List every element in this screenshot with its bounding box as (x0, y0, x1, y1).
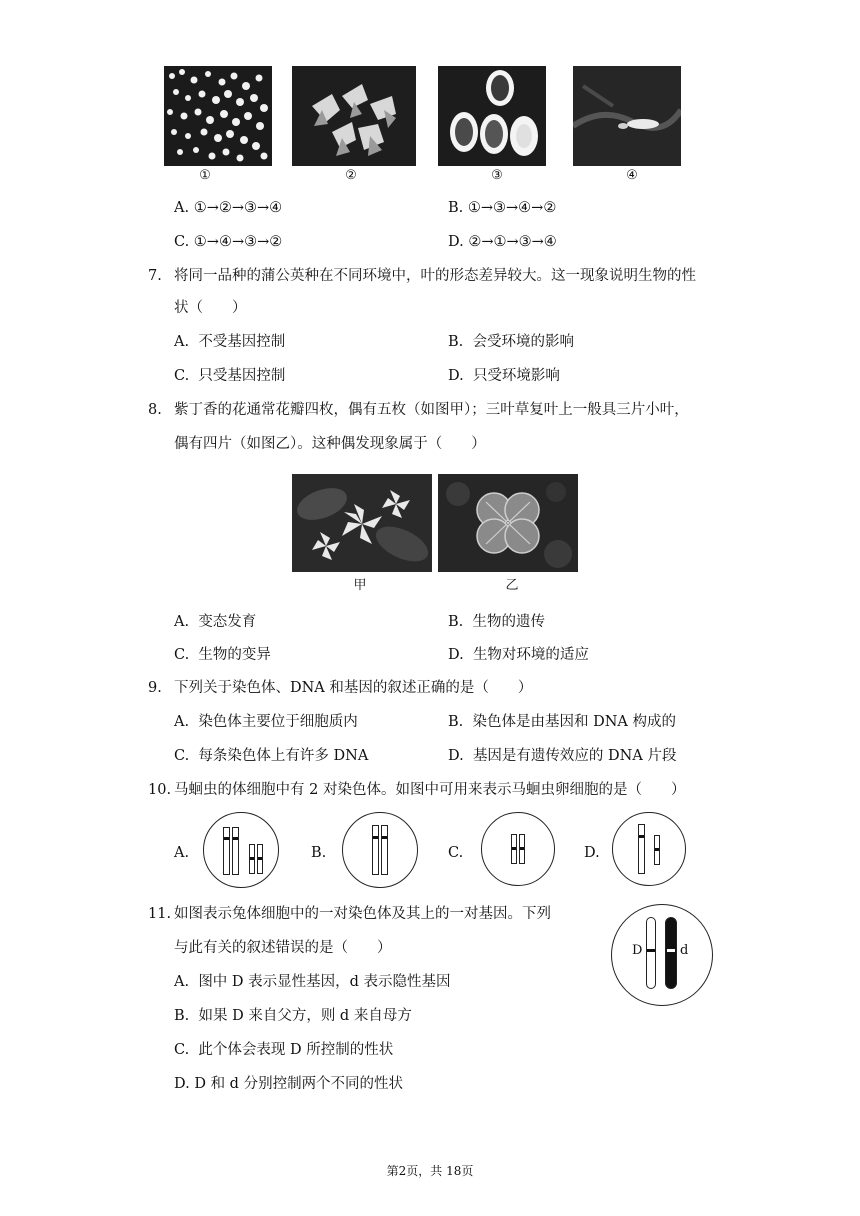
q7-option-c[interactable] (174, 366, 285, 386)
q10-cell-b[interactable] (342, 812, 418, 888)
option-letter: D. (448, 368, 464, 384)
q6-option-d[interactable] (448, 232, 557, 252)
q6-option-b[interactable] (448, 198, 556, 218)
option-text: ①→②→③→④ (193, 200, 283, 216)
option-letter: B. (448, 614, 464, 630)
q9-option-c[interactable] (174, 746, 368, 766)
option-text: 基因是有遗传效应的 DNA 片段 (472, 748, 677, 764)
option-letter: D. (448, 748, 464, 764)
chromosome (372, 825, 379, 875)
chromosome (232, 827, 239, 875)
option-text: 变态发育 (198, 614, 257, 630)
q6-image-pupae (438, 66, 546, 166)
q6-image-larva (573, 66, 681, 166)
q7-option-b[interactable] (448, 332, 574, 352)
chromosome (638, 824, 645, 874)
q10-cell-c[interactable] (481, 812, 555, 886)
q11-stem-line2: 与此有关的叙述错误的是（ ） (174, 940, 392, 956)
option-text: 如果 D 来自父方，则 d 来自母方 (198, 1008, 412, 1024)
q8-image-lilac (292, 474, 432, 572)
lilac-flower-illustration (292, 474, 432, 572)
option-letter: C. (174, 1042, 190, 1058)
q7-option-a[interactable] (174, 332, 285, 352)
q7-option-d[interactable] (448, 366, 560, 386)
gene-label-dominant: D (632, 943, 643, 958)
q8-option-a[interactable] (174, 612, 256, 632)
option-text: 此个体会表现 D 所控制的性状 (198, 1042, 394, 1058)
chromosome (257, 844, 263, 874)
q6-label-3: ③ (491, 168, 503, 183)
q11-option-d[interactable] (174, 1074, 403, 1094)
q6-option-c[interactable] (174, 232, 282, 252)
option-text: 生物对环境的适应 (472, 647, 589, 663)
q7-number: 7. (148, 268, 162, 284)
option-letter: C. (174, 647, 190, 663)
option-text: 不受基因控制 (198, 334, 286, 350)
option-text: 只受环境影响 (472, 368, 560, 384)
chromosome (381, 825, 388, 875)
option-letter: D. (448, 647, 464, 663)
chromosome-black (665, 917, 677, 989)
q10-option-c-letter[interactable]: C. (448, 845, 464, 861)
option-letter: A. (174, 200, 190, 216)
q8-number: 8. (148, 402, 162, 418)
q11-option-a[interactable] (174, 972, 451, 992)
eggs-illustration (164, 66, 272, 166)
q8-label-yi: 乙 (505, 578, 519, 593)
clover-illustration (438, 474, 578, 572)
q6-image-moths (292, 66, 416, 166)
q8-stem-line2: 偶有四片（如图乙）。这种偶发现象属于（ ） (174, 436, 486, 452)
q9-number: 9. (148, 680, 162, 696)
option-letter: C. (174, 748, 190, 764)
option-letter: D. (174, 1076, 190, 1092)
q9-stem: 下列关于染色体、DNA 和基因的叙述正确的是（ ） (174, 680, 533, 696)
option-text: 染色体是由基因和 DNA 构成的 (472, 714, 676, 730)
option-letter: C. (174, 234, 190, 250)
q10-cell-a[interactable] (203, 812, 279, 888)
q8-label-jia: 甲 (353, 578, 367, 593)
option-letter: D. (448, 234, 464, 250)
q9-option-b[interactable] (448, 712, 676, 732)
moths-illustration (292, 66, 416, 166)
option-text: ①→④→③→② (193, 234, 283, 250)
option-letter: A. (174, 714, 190, 730)
q10-number: 10. (148, 782, 172, 798)
option-text: 图中 D 表示显性基因，d 表示隐性基因 (198, 974, 451, 990)
q11-option-b[interactable] (174, 1006, 412, 1026)
chromosome (223, 827, 230, 875)
q6-label-4: ④ (626, 168, 638, 183)
option-text: 会受环境的影响 (472, 334, 574, 350)
option-text: ②→①→③→④ (468, 234, 557, 250)
option-text: D 和 d 分别控制两个不同的性状 (194, 1076, 404, 1092)
q10-cell-d[interactable] (612, 812, 686, 886)
chromosome-white (646, 917, 656, 989)
q8-image-clover (438, 474, 578, 572)
q6-label-2: ② (345, 168, 357, 183)
chromosome (519, 834, 525, 864)
q6-label-1: ① (199, 168, 211, 183)
gene-label-recessive: d (680, 943, 689, 958)
option-letter: B. (174, 1008, 190, 1024)
option-letter: B. (448, 200, 464, 216)
option-text: ①→③→④→② (467, 200, 557, 216)
q8-option-b[interactable] (448, 612, 545, 632)
chromosome (249, 844, 255, 874)
q7-stem-line1: 将同一品种的蒲公英种在不同环境中，叶的形态差异较大。这一现象说明生物的性 (174, 268, 696, 284)
q7-stem-line2: 状（ ） (174, 300, 247, 316)
option-text: 生物的变异 (198, 647, 271, 663)
q8-stem-line1: 紫丁香的花通常花瓣四枚，偶有五枚（如图甲）；三叶草复叶上一般具三片小叶， (174, 402, 689, 418)
q6-image-eggs (164, 66, 272, 166)
option-text: 染色体主要位于细胞质内 (198, 714, 358, 730)
option-letter: B. (448, 714, 464, 730)
option-letter: A. (174, 334, 190, 350)
q10-option-d-letter[interactable]: D. (584, 845, 600, 861)
q11-cell-figure (611, 904, 713, 1006)
q10-option-b-letter[interactable]: B. (311, 845, 327, 861)
q8-option-d[interactable] (448, 645, 589, 665)
option-text: 生物的遗传 (472, 614, 545, 630)
option-letter: A. (174, 974, 190, 990)
option-text: 只受基因控制 (198, 368, 286, 384)
chromosome (654, 835, 660, 865)
q11-number: 11. (148, 906, 172, 922)
chromosome (511, 834, 517, 864)
option-text: 每条染色体上有许多 DNA (198, 748, 369, 764)
larva-illustration (573, 66, 681, 166)
q11-stem-line1: 如图表示兔体细胞中的一对染色体及其上的一对基因。下列 (174, 906, 551, 922)
option-letter: A. (174, 614, 190, 630)
pupae-illustration (438, 66, 546, 166)
q9-option-a[interactable] (174, 712, 358, 732)
option-letter: C. (174, 368, 190, 384)
option-letter: B. (448, 334, 464, 350)
q9-option-d[interactable] (448, 746, 676, 766)
q6-option-a[interactable] (174, 198, 282, 218)
page-footer: 第2页，共 18页 (386, 1164, 474, 1178)
q10-stem: 马蛔虫的体细胞中有 2 对染色体。如图中可用来表示马蛔虫卵细胞的是（ ） (174, 782, 686, 798)
q11-option-c[interactable] (174, 1040, 393, 1060)
q8-option-c[interactable] (174, 645, 271, 665)
q10-option-a-letter[interactable]: A. (174, 845, 190, 861)
